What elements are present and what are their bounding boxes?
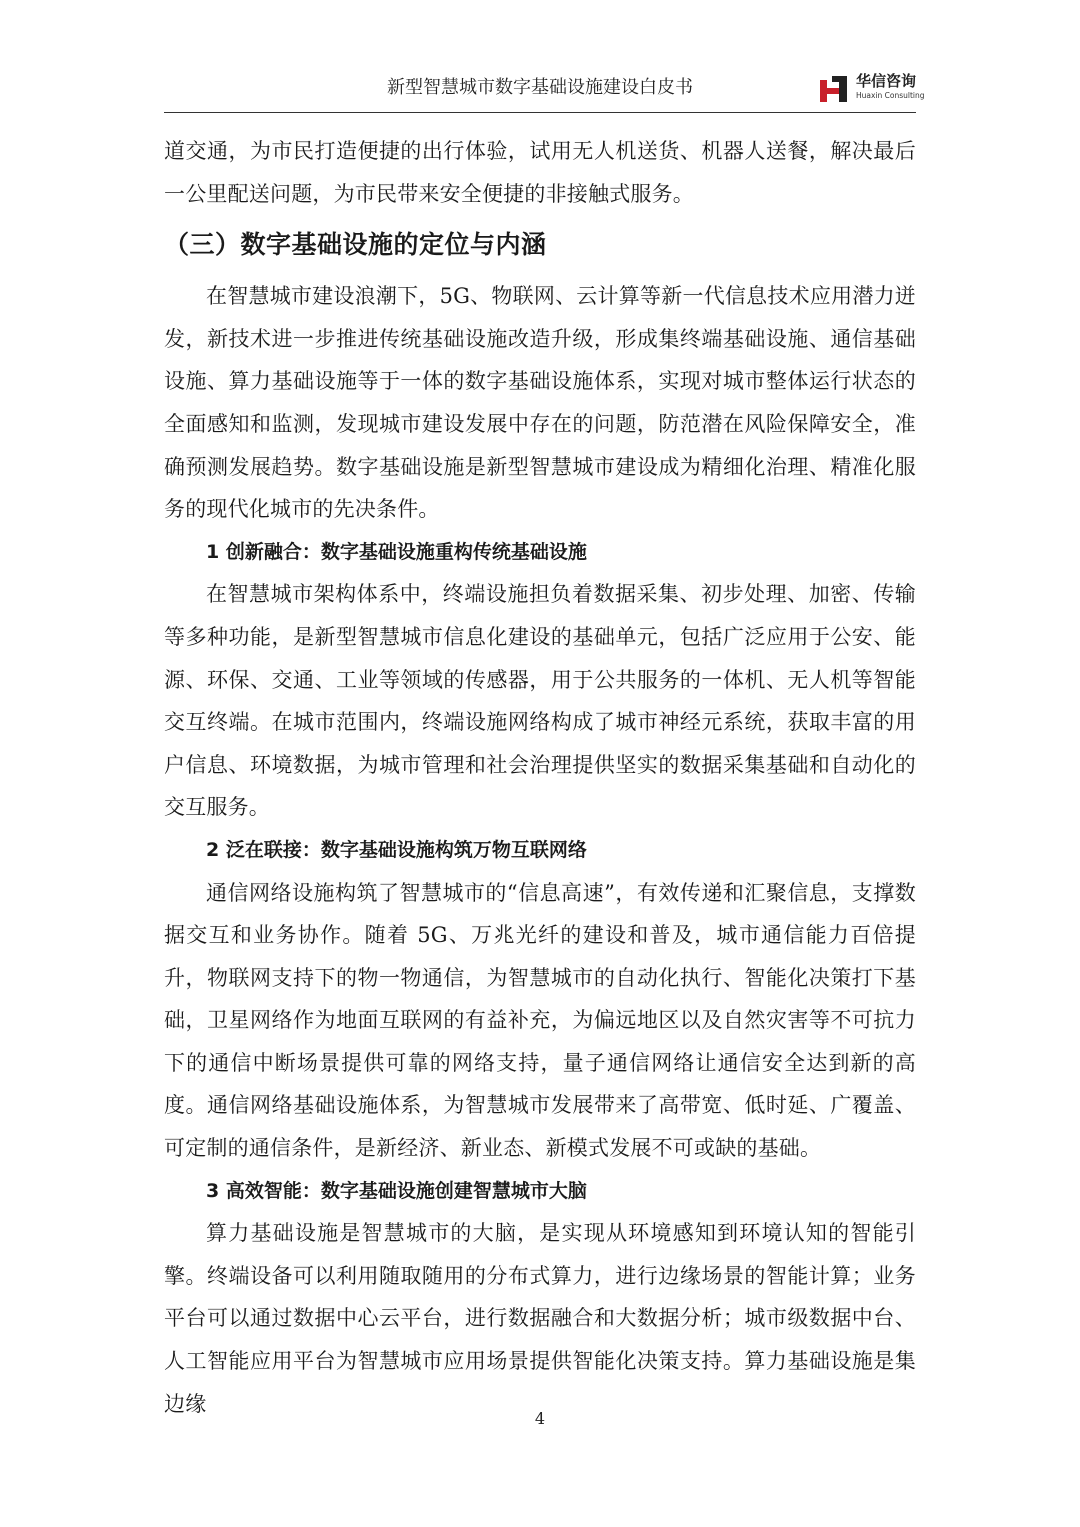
paragraph-continued: 道交通，为市民打造便捷的出行体验，试用无人机送货、机器人送餐，解决最后一公里配送问题，为市民带来安全便捷的非接触式服务。: [164, 139, 916, 206]
page-body: [164, 130, 916, 1425]
huaxin-logo-icon: [818, 74, 852, 104]
document-title: 新型智慧城市数字基础设施建设白皮书: [387, 77, 693, 98]
subheading-intelligence: 3 高效智能：数字基础设施创建智慧城市大脑: [206, 1179, 587, 1202]
company-logo: [818, 72, 925, 106]
subheading-innovation: 1 创新融合：数字基础设施重构传统基础设施: [206, 540, 587, 563]
logo-chinese-text: 华信咨询: [856, 72, 917, 90]
subheading-connectivity: 2 泛在联接：数字基础设施构筑万物互联网络: [206, 838, 587, 861]
paragraph-computing: 算力基础设施是智慧城市的大脑，是实现从环境感知到环境认知的智能引擎。终端设备可以利用随取随用的分布式算力，进行边缘场景的智能计算；业务平台可以通过数据中心云平台，进行数据融合和大数据分析；城市级数据中台、人工智能应用平台为智慧城市应用场景提供智能化决策支持。算力基础设施是集边缘: [164, 1221, 916, 1416]
paragraph-positioning: 在智慧城市建设浪潮下，5G、物联网、云计算等新一代信息技术应用潜力迸发，新技术进一步推进传统基础设施改造升级，形成集终端基础设施、通信基础设施、算力基础设施等于一体的数字基础设施体系，实现对城市整体运行状态的全面感知和监测，发现城市建设发展中存在的问题，防范潜在风险保障安全，准确预测发展趋势。数字基础设施是新型智慧城市建设成为精细化治理、精准化服务的现代化城市的先决条件。: [164, 284, 916, 522]
paragraph-network: 通信网络设施构筑了智慧城市的“信息高速”，有效传递和汇聚信息，支撑数据交互和业务协作。随着 5G、万兆光纤的建设和普及，城市通信能力百倍提升，物联网支持下的物一物通信，为智慧城市的自动化执行、智能化决策打下基础，卫星网络作为地面互联网的有益补充，为偏远地区以及自然灾害等不可抗力下的通信中断场景提供可靠的网络支持，量子通信网络让通信安全达到新的高度。通信网络基础设施体系，为智慧城市发展带来了高带宽、低时延、广覆盖、可定制的通信条件，是新经济、新业态、新模式发展不可或缺的基础。: [164, 880, 916, 1161]
section-heading: （三）数字基础设施的定位与内涵: [164, 230, 547, 260]
page-number: 4: [534, 1409, 546, 1428]
header-divider: [164, 112, 916, 113]
logo-english-text: Huaxin Consulting: [856, 91, 925, 100]
paragraph-terminal: 在智慧城市架构体系中，终端设施担负着数据采集、初步处理、加密、传输等多种功能，是新型智慧城市信息化建设的基础单元，包括广泛应用于公安、能源、环保、交通、工业等领域的传感器，用于公共服务的一体机、无人机等智能交互终端。在城市范围内，终端设施网络构成了城市神经元系统，获取丰富的用户信息、环境数据，为城市管理和社会治理提供坚实的数据采集基础和自动化的交互服务。: [164, 582, 916, 820]
